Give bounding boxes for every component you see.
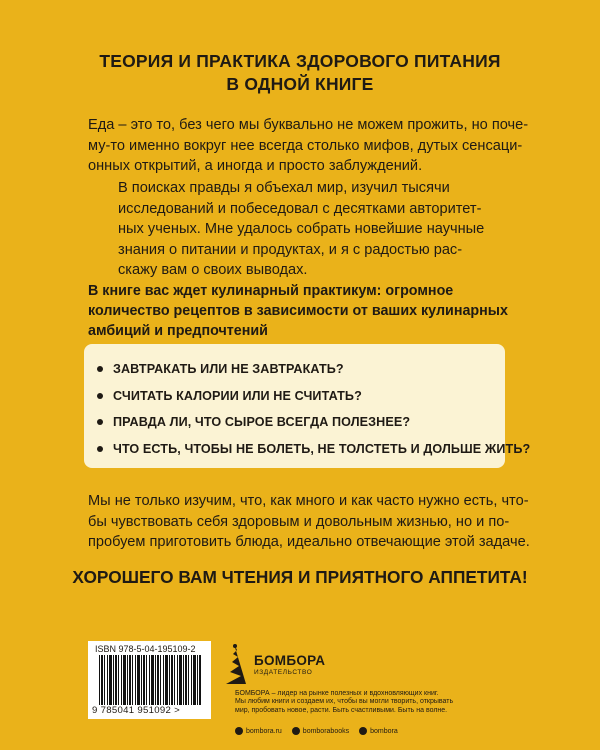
questions-box xyxy=(84,344,531,468)
publisher-about-line: мир, пробовать новое, расти. Быть счастливыми. Быть на волне. xyxy=(235,706,448,714)
publisher-about xyxy=(235,690,510,715)
question-text: ПРАВДА ЛИ, ЧТО СЫРОЕ ВСЕГДА ПОЛЕЗНЕЕ? xyxy=(113,415,411,429)
practicum-paragraph xyxy=(88,281,508,341)
publisher-about-line: Мы любим книги и создаем их, чтобы вы могли творить, открывать xyxy=(235,698,454,706)
question-text: ЧТО ЕСТЬ, ЧТОБЫ НЕ БОЛЕТЬ, НЕ ТОЛСТЕТЬ И ДОЛЬШЕ ЖИТЬ? xyxy=(113,441,531,456)
author-line: скажу вам о своих выводах. xyxy=(118,262,308,278)
outro-paragraph xyxy=(88,491,530,553)
publisher-subtitle: ИЗДАТЕЛЬСТВО xyxy=(254,669,313,676)
telegram-icon xyxy=(359,727,367,735)
bullet-icon xyxy=(97,446,103,452)
author-line: В поисках правды я объехал мир, изучил тысячи xyxy=(118,180,450,196)
publisher-name: БОМБОРА xyxy=(254,653,326,668)
author-line: ных ученых. Мне удалось собрать новейшие научные xyxy=(118,221,485,237)
bullet-icon xyxy=(97,393,103,399)
question-text: ЗАВТРАКАТЬ ИЛИ НЕ ЗАВТРАКАТЬ? xyxy=(113,362,344,376)
author-line: исследований и побеседовал с десятками авторитет- xyxy=(118,200,482,217)
practicum-line: количество рецептов в зависимости от ваших кулинарных xyxy=(88,303,508,319)
intro-line: онных открытий, а иногда и просто заблуждений. xyxy=(88,158,423,174)
question-text: СЧИТАТЬ КАЛОРИИ ИЛИ НЕ СЧИТАТЬ? xyxy=(113,388,362,403)
barcode xyxy=(88,641,211,719)
barcode-digits: 9 785041 951092 > xyxy=(92,705,181,716)
question-item xyxy=(97,409,505,436)
bullet-icon xyxy=(97,419,103,425)
practicum-line: В книге вас ждет кулинарный практикум: огромное xyxy=(88,283,454,299)
cover-heading xyxy=(0,50,600,96)
author-paragraph xyxy=(118,178,484,281)
bullet-icon xyxy=(97,366,103,372)
publisher-about-line: БОМБОРА – лидер на рынке полезных и вдохновляющих книг. xyxy=(235,690,439,697)
outro-line: пробуем приготовить блюда, идеально отвечающие этой задаче. xyxy=(88,534,530,550)
question-item xyxy=(97,356,505,383)
questions-list xyxy=(84,344,531,462)
intro-line: Еда – это то, без чего мы буквально не можем прожить, но поче- xyxy=(88,117,529,133)
author-line: знания о питании и продуктах, и я с радостью рас- xyxy=(118,241,463,258)
practicum-line: амбиций и предпочтений xyxy=(88,323,268,339)
outro-line: Мы не только изучим, что, как много и как часто нужно есть, что- xyxy=(88,493,529,509)
intro-paragraph xyxy=(88,115,528,177)
bombora-logo-icon xyxy=(220,642,250,686)
social-label: bombora xyxy=(370,727,398,735)
publisher-socials xyxy=(235,727,398,735)
social-website xyxy=(235,727,282,735)
heading-line-2: В ОДНОЙ КНИГЕ xyxy=(226,74,374,94)
social-label: bomborabooks xyxy=(302,727,350,735)
social-telegram xyxy=(359,727,398,735)
publisher-logo xyxy=(220,642,340,688)
barcode-bars xyxy=(99,655,202,705)
question-item xyxy=(97,436,531,463)
outro-line: бы чувствовать себя здоровым и довольным жизнью, но и по- xyxy=(88,513,510,530)
intro-line: му-то именно вокруг нее всегда столько мифов, дутых сенсаци- xyxy=(88,137,523,154)
isbn-number: ISBN 978-5-04-195109-2 xyxy=(95,644,196,654)
social-label: bombora.ru xyxy=(246,727,282,735)
web-icon xyxy=(235,727,243,735)
closing-slogan: ХОРОШЕГО ВАМ ЧТЕНИЯ И ПРИЯТНОГО АППЕТИТА! xyxy=(72,567,528,587)
vk-icon xyxy=(292,727,300,735)
question-item xyxy=(97,383,505,410)
heading-line-1: ТЕОРИЯ И ПРАКТИКА ЗДОРОВОГО ПИТАНИЯ xyxy=(99,51,501,71)
social-vk xyxy=(292,727,349,735)
